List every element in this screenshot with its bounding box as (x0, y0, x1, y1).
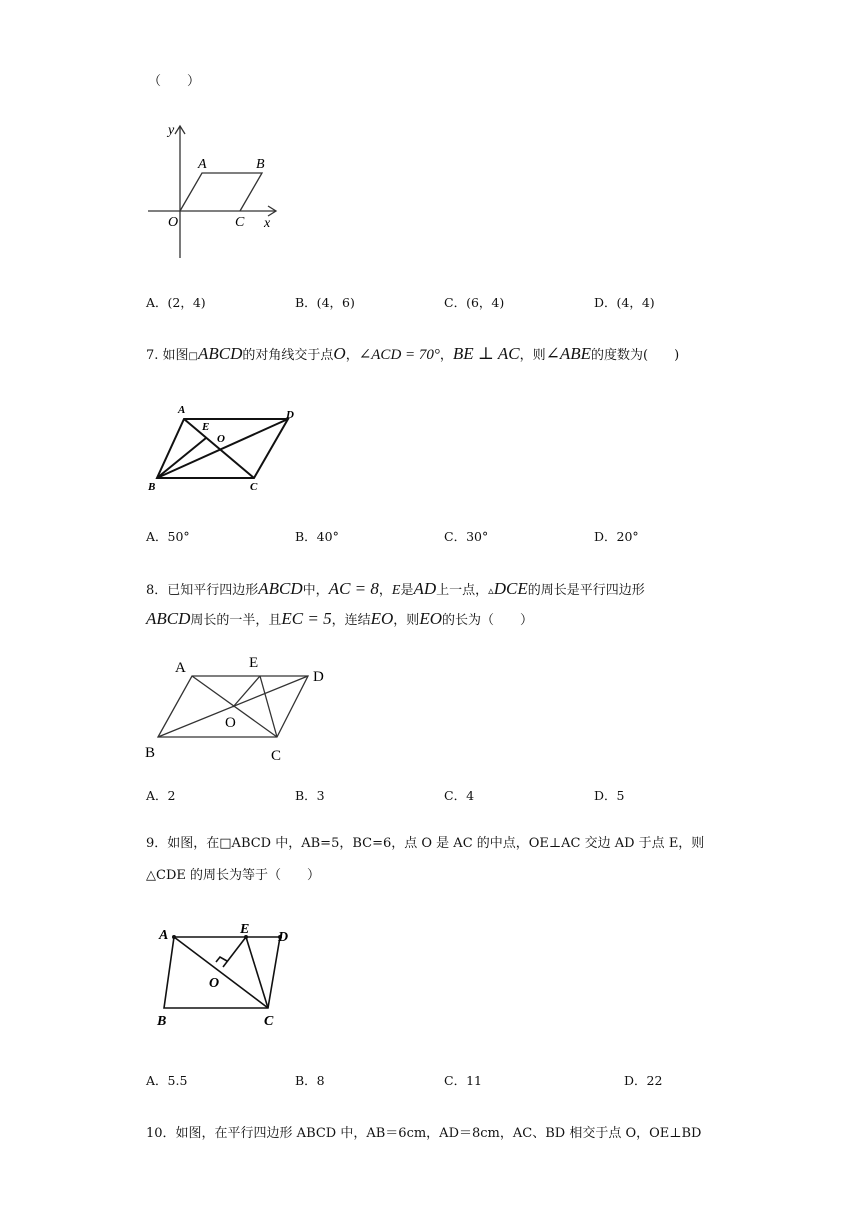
question-7-text: 7. 如图□ABCD的对角线交于点O，∠ACD = 70°，BE ⊥ AC，则∠ABE的度数为( ) (146, 344, 680, 363)
q8-option-c[interactable]: C．4 (444, 788, 475, 803)
question-9-text-line-2: △CDE 的周长为等于（ ） (146, 868, 320, 883)
q6-option-d[interactable]: D．(4，4) (594, 295, 655, 310)
q9-label-d: D (278, 930, 289, 945)
q7-option-a[interactable]: A．50° (146, 529, 190, 544)
q7-option-b[interactable]: B．40° (295, 529, 339, 544)
q7-label-c: C (250, 481, 258, 493)
q9-label-b: B (157, 1014, 167, 1029)
question-10-text-line-1: 10．如图，在平行四边形 ABCD 中，AB＝6cm，AD＝8cm，AC、BD 相交于点 O，OE⊥BD (146, 1126, 702, 1141)
q9-option-b[interactable]: B．8 (295, 1073, 325, 1088)
q8-option-d[interactable]: D．5 (594, 788, 625, 803)
q6-label-o: O (168, 215, 179, 230)
q8-label-e: E (249, 655, 259, 671)
question-8-text-line-2: ABCD周长的一半，且EC = 5，连结EO，则EO的长为（ ） (146, 609, 533, 628)
triangle-symbol: ▵ (488, 584, 494, 597)
parallelogram-symbol: □ (188, 351, 198, 362)
q6-label-c: C (235, 215, 245, 230)
question-9-text-line-1: 9．如图，在□ABCD 中，AB=5，BC=6，点 O 是 AC 的中点，OE⊥AC 交边 AD 于点 E，则 (146, 836, 705, 851)
q8-label-b: B (145, 745, 156, 761)
q9-option-c[interactable]: C．11 (444, 1073, 482, 1088)
q9-label-e: E (240, 922, 250, 937)
q7-label-e: E (202, 421, 210, 433)
q8-label-d: D (313, 669, 324, 685)
q7-label-b: B (148, 481, 156, 493)
q8-option-a[interactable]: A．2 (146, 788, 176, 803)
q8-option-b[interactable]: B．3 (295, 788, 325, 803)
question-8-text-line-1: 8．已知平行四边形ABCD中，AC = 8，E是AD上一点，▵DCE的周长是平行四边形 (146, 579, 645, 598)
q7-label-o: O (217, 433, 225, 445)
q9-label-o: O (209, 976, 220, 991)
q7-option-d[interactable]: D．20° (594, 529, 639, 544)
q8-label-c: C (271, 748, 282, 764)
q9-option-d[interactable]: D．22 (624, 1073, 663, 1088)
q7-label-a: A (178, 404, 186, 416)
q6-option-a[interactable]: A．(2，4) (146, 295, 206, 310)
q6-coordinate-figure (140, 118, 290, 263)
q8-parallelogram-figure (140, 650, 340, 766)
q6-label-x: x (264, 216, 271, 231)
q7-parallelogram-figure (140, 402, 320, 494)
q8-label-o: O (225, 715, 236, 731)
q8-label-a: A (175, 660, 186, 676)
q6-label-y: y (168, 123, 175, 138)
q6-option-b[interactable]: B．(4，6) (295, 295, 355, 310)
q6-label-b: B (256, 157, 265, 172)
q9-label-c: C (264, 1014, 274, 1029)
q6-option-c[interactable]: C．(6，4) (444, 295, 505, 310)
q7-label-d: D (286, 409, 294, 421)
q9-label-a: A (159, 928, 169, 943)
q6-label-a: A (198, 157, 207, 172)
q7-option-c[interactable]: C．30° (444, 529, 489, 544)
q9-option-a[interactable]: A．5.5 (146, 1073, 188, 1088)
q9-parallelogram-figure (150, 918, 310, 1030)
question-6-answer-bracket: （ ） (148, 74, 201, 89)
